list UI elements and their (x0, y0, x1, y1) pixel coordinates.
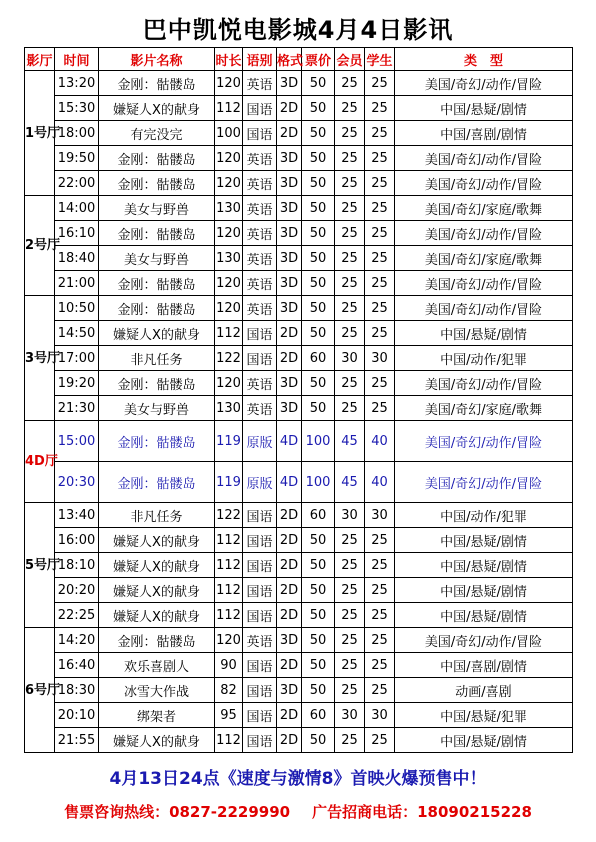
price-cell: 50 (302, 653, 335, 678)
student-price-cell: 25 (365, 296, 395, 321)
student-price-cell: 25 (365, 271, 395, 296)
showtime-cell: 18:40 (55, 246, 99, 271)
format-cell: 2D (277, 96, 302, 121)
format-cell: 3D (277, 396, 302, 421)
student-price-cell: 25 (365, 121, 395, 146)
student-price-cell: 25 (365, 196, 395, 221)
genre-cell: 中国/动作/犯罪 (395, 346, 573, 371)
genre-cell: 中国/悬疑/剧情 (395, 528, 573, 553)
member-price-cell: 30 (335, 503, 365, 528)
movie-title-cell: 金刚：骷髅岛 (99, 221, 215, 246)
movie-title-cell: 金刚：骷髅岛 (99, 71, 215, 96)
language-cell: 国语 (243, 346, 277, 371)
table-row (25, 71, 573, 96)
language-cell: 原版 (243, 421, 277, 462)
showtime-cell: 18:00 (55, 121, 99, 146)
duration-cell: 112 (215, 96, 243, 121)
language-cell: 英语 (243, 71, 277, 96)
movie-title-cell: 金刚：骷髅岛 (99, 271, 215, 296)
table-row (25, 603, 573, 628)
price-cell: 50 (302, 396, 335, 421)
table-row (25, 728, 573, 753)
language-cell: 英语 (243, 628, 277, 653)
student-price-cell: 25 (365, 146, 395, 171)
footer-contacts (0, 801, 596, 822)
column-header: 时间 (55, 48, 99, 71)
table-row (25, 221, 573, 246)
student-price-cell: 40 (365, 421, 395, 462)
showtime-cell: 22:25 (55, 603, 99, 628)
showtime-cell: 16:00 (55, 528, 99, 553)
format-cell: 2D (277, 503, 302, 528)
student-price-cell: 25 (365, 628, 395, 653)
language-cell: 国语 (243, 578, 277, 603)
language-cell: 英语 (243, 296, 277, 321)
format-cell: 2D (277, 603, 302, 628)
column-header: 会员 (335, 48, 365, 71)
language-cell: 国语 (243, 603, 277, 628)
price-cell: 100 (302, 462, 335, 503)
duration-cell: 120 (215, 146, 243, 171)
student-price-cell: 30 (365, 346, 395, 371)
student-price-cell: 25 (365, 528, 395, 553)
format-cell: 3D (277, 678, 302, 703)
movie-title-cell: 美女与野兽 (99, 196, 215, 221)
language-cell: 英语 (243, 146, 277, 171)
price-cell: 50 (302, 578, 335, 603)
price-cell: 50 (302, 603, 335, 628)
genre-cell: 美国/奇幻/动作/冒险 (395, 296, 573, 321)
format-cell: 2D (277, 578, 302, 603)
showtime-cell: 14:00 (55, 196, 99, 221)
genre-cell: 中国/悬疑/剧情 (395, 603, 573, 628)
movie-title-cell: 嫌疑人X的献身 (99, 728, 215, 753)
genre-cell: 美国/奇幻/动作/冒险 (395, 171, 573, 196)
duration-cell: 112 (215, 528, 243, 553)
showtime-cell: 18:10 (55, 553, 99, 578)
movie-title-cell: 嫌疑人X的献身 (99, 603, 215, 628)
language-cell: 国语 (243, 653, 277, 678)
table-row (25, 121, 573, 146)
page-title: 巴中凯悦电影城4月4日影讯 (142, 16, 454, 44)
hall-label: 1号厅 (25, 71, 55, 196)
price-cell: 50 (302, 221, 335, 246)
showtime-cell: 20:10 (55, 703, 99, 728)
movie-title-cell: 金刚：骷髅岛 (99, 296, 215, 321)
table-row (25, 703, 573, 728)
movie-title-cell: 冰雪大作战 (99, 678, 215, 703)
student-price-cell: 25 (365, 578, 395, 603)
duration-cell: 112 (215, 603, 243, 628)
price-cell: 50 (302, 528, 335, 553)
duration-cell: 95 (215, 703, 243, 728)
showtime-cell: 21:30 (55, 396, 99, 421)
price-cell: 50 (302, 121, 335, 146)
member-price-cell: 25 (335, 71, 365, 96)
language-cell: 国语 (243, 503, 277, 528)
ad-hotline: 广告招商电话：18090215228 (312, 803, 532, 821)
format-cell: 2D (277, 703, 302, 728)
language-cell: 国语 (243, 553, 277, 578)
language-cell: 国语 (243, 703, 277, 728)
movie-title-cell: 嫌疑人X的献身 (99, 578, 215, 603)
table-row (25, 96, 573, 121)
genre-cell: 美国/奇幻/动作/冒险 (395, 71, 573, 96)
duration-cell: 130 (215, 246, 243, 271)
table-row (25, 196, 573, 221)
price-cell: 50 (302, 71, 335, 96)
format-cell: 2D (277, 321, 302, 346)
price-cell: 50 (302, 321, 335, 346)
duration-cell: 130 (215, 196, 243, 221)
price-cell: 50 (302, 371, 335, 396)
student-price-cell: 25 (365, 221, 395, 246)
hall-label: 3号厅 (25, 296, 55, 421)
column-header: 影厅 (25, 48, 55, 71)
price-cell: 50 (302, 296, 335, 321)
movie-title-cell: 嫌疑人X的献身 (99, 321, 215, 346)
showtime-cell: 16:10 (55, 221, 99, 246)
showtime-cell: 13:40 (55, 503, 99, 528)
member-price-cell: 25 (335, 146, 365, 171)
language-cell: 国语 (243, 728, 277, 753)
genre-cell: 美国/奇幻/家庭/歌舞 (395, 246, 573, 271)
student-price-cell: 40 (365, 462, 395, 503)
movie-title-cell: 美女与野兽 (99, 396, 215, 421)
genre-cell: 中国/悬疑/剧情 (395, 553, 573, 578)
student-price-cell: 25 (365, 678, 395, 703)
language-cell: 国语 (243, 528, 277, 553)
showtime-cell: 16:40 (55, 653, 99, 678)
format-cell: 3D (277, 221, 302, 246)
student-price-cell: 25 (365, 728, 395, 753)
price-cell: 50 (302, 96, 335, 121)
language-cell: 英语 (243, 271, 277, 296)
table-row (25, 271, 573, 296)
student-price-cell: 25 (365, 246, 395, 271)
table-row (25, 171, 573, 196)
language-cell: 英语 (243, 221, 277, 246)
column-header: 语别 (243, 48, 277, 71)
genre-cell: 中国/喜剧/剧情 (395, 121, 573, 146)
format-cell: 2D (277, 528, 302, 553)
column-header: 时长 (215, 48, 243, 71)
table-row (25, 371, 573, 396)
student-price-cell: 25 (365, 653, 395, 678)
format-cell: 3D (277, 246, 302, 271)
duration-cell: 120 (215, 628, 243, 653)
student-price-cell: 30 (365, 703, 395, 728)
genre-cell: 美国/奇幻/动作/冒险 (395, 628, 573, 653)
movie-title-cell: 嫌疑人X的献身 (99, 96, 215, 121)
student-price-cell: 25 (365, 553, 395, 578)
duration-cell: 119 (215, 421, 243, 462)
member-price-cell: 25 (335, 271, 365, 296)
student-price-cell: 25 (365, 603, 395, 628)
table-row (25, 628, 573, 653)
price-cell: 50 (302, 553, 335, 578)
movie-title-cell: 绑架者 (99, 703, 215, 728)
member-price-cell: 25 (335, 528, 365, 553)
language-cell: 原版 (243, 462, 277, 503)
schedule-table (24, 47, 573, 753)
movie-title-cell: 非凡任务 (99, 503, 215, 528)
movie-title-cell: 金刚：骷髅岛 (99, 462, 215, 503)
duration-cell: 120 (215, 271, 243, 296)
table-row (25, 503, 573, 528)
ticket-hotline: 售票咨询热线：0827-2229990 (64, 803, 291, 821)
format-cell: 3D (277, 628, 302, 653)
showtime-cell: 13:20 (55, 71, 99, 96)
duration-cell: 112 (215, 553, 243, 578)
hall-label: 5号厅 (25, 503, 55, 628)
genre-cell: 美国/奇幻/动作/冒险 (395, 271, 573, 296)
table-row (25, 462, 573, 503)
duration-cell: 130 (215, 396, 243, 421)
member-price-cell: 30 (335, 346, 365, 371)
movie-title-cell: 欢乐喜剧人 (99, 653, 215, 678)
price-cell: 50 (302, 271, 335, 296)
table-row (25, 678, 573, 703)
genre-cell: 中国/喜剧/剧情 (395, 653, 573, 678)
table-row (25, 421, 573, 462)
price-cell: 50 (302, 196, 335, 221)
format-cell: 2D (277, 653, 302, 678)
column-header: 票价 (302, 48, 335, 71)
language-cell: 国语 (243, 121, 277, 146)
column-header: 格式 (277, 48, 302, 71)
movie-title-cell: 金刚：骷髅岛 (99, 371, 215, 396)
duration-cell: 122 (215, 503, 243, 528)
member-price-cell: 25 (335, 221, 365, 246)
member-price-cell: 25 (335, 653, 365, 678)
format-cell: 3D (277, 271, 302, 296)
schedule-body (25, 71, 573, 753)
table-row (25, 246, 573, 271)
member-price-cell: 25 (335, 321, 365, 346)
format-cell: 4D (277, 462, 302, 503)
genre-cell: 动画/喜剧 (395, 678, 573, 703)
price-cell: 50 (302, 246, 335, 271)
hall-label: 4D厅 (25, 421, 55, 503)
language-cell: 英语 (243, 371, 277, 396)
genre-cell: 美国/奇幻/动作/冒险 (395, 146, 573, 171)
header-row (25, 48, 573, 71)
member-price-cell: 25 (335, 603, 365, 628)
movie-title-cell: 嫌疑人X的献身 (99, 553, 215, 578)
genre-cell: 中国/悬疑/剧情 (395, 728, 573, 753)
format-cell: 3D (277, 71, 302, 96)
genre-cell: 美国/奇幻/动作/冒险 (395, 462, 573, 503)
column-header: 影片名称 (99, 48, 215, 71)
member-price-cell: 25 (335, 96, 365, 121)
price-cell: 50 (302, 628, 335, 653)
table-row (25, 321, 573, 346)
table-row (25, 346, 573, 371)
member-price-cell: 25 (335, 553, 365, 578)
format-cell: 2D (277, 346, 302, 371)
genre-cell: 中国/悬疑/剧情 (395, 321, 573, 346)
price-cell: 50 (302, 146, 335, 171)
format-cell: 3D (277, 171, 302, 196)
language-cell: 国语 (243, 321, 277, 346)
member-price-cell: 25 (335, 628, 365, 653)
table-row (25, 653, 573, 678)
hall-label: 2号厅 (25, 196, 55, 296)
duration-cell: 122 (215, 346, 243, 371)
table-row (25, 578, 573, 603)
student-price-cell: 25 (365, 396, 395, 421)
genre-cell: 中国/悬疑/犯罪 (395, 703, 573, 728)
student-price-cell: 25 (365, 171, 395, 196)
format-cell: 3D (277, 196, 302, 221)
member-price-cell: 25 (335, 371, 365, 396)
showtime-cell: 22:00 (55, 171, 99, 196)
member-price-cell: 25 (335, 296, 365, 321)
genre-cell: 中国/悬疑/剧情 (395, 578, 573, 603)
member-price-cell: 25 (335, 396, 365, 421)
showtime-cell: 14:50 (55, 321, 99, 346)
format-cell: 4D (277, 421, 302, 462)
price-cell: 60 (302, 503, 335, 528)
student-price-cell: 25 (365, 71, 395, 96)
language-cell: 英语 (243, 196, 277, 221)
showtime-cell: 14:20 (55, 628, 99, 653)
member-price-cell: 25 (335, 196, 365, 221)
format-cell: 3D (277, 371, 302, 396)
table-row (25, 396, 573, 421)
duration-cell: 100 (215, 121, 243, 146)
duration-cell: 112 (215, 578, 243, 603)
movie-title-cell: 美女与野兽 (99, 246, 215, 271)
duration-cell: 120 (215, 71, 243, 96)
duration-cell: 120 (215, 371, 243, 396)
showtime-cell: 10:50 (55, 296, 99, 321)
price-cell: 100 (302, 421, 335, 462)
duration-cell: 112 (215, 321, 243, 346)
genre-cell: 美国/奇幻/动作/冒险 (395, 421, 573, 462)
price-cell: 60 (302, 703, 335, 728)
duration-cell: 120 (215, 221, 243, 246)
member-price-cell: 45 (335, 421, 365, 462)
member-price-cell: 25 (335, 171, 365, 196)
genre-cell: 中国/悬疑/剧情 (395, 96, 573, 121)
genre-cell: 美国/奇幻/动作/冒险 (395, 371, 573, 396)
showtime-cell: 21:00 (55, 271, 99, 296)
duration-cell: 119 (215, 462, 243, 503)
language-cell: 英语 (243, 171, 277, 196)
member-price-cell: 30 (335, 703, 365, 728)
showtime-cell: 15:30 (55, 96, 99, 121)
column-header: 学生 (365, 48, 395, 71)
movie-title-cell: 有完没完 (99, 121, 215, 146)
table-row (25, 146, 573, 171)
movie-title-cell: 非凡任务 (99, 346, 215, 371)
duration-cell: 120 (215, 171, 243, 196)
duration-cell: 112 (215, 728, 243, 753)
genre-cell: 中国/动作/犯罪 (395, 503, 573, 528)
member-price-cell: 25 (335, 578, 365, 603)
student-price-cell: 30 (365, 503, 395, 528)
price-cell: 60 (302, 346, 335, 371)
format-cell: 2D (277, 121, 302, 146)
movie-title-cell: 金刚：骷髅岛 (99, 421, 215, 462)
showtime-cell: 15:00 (55, 421, 99, 462)
duration-cell: 120 (215, 296, 243, 321)
language-cell: 英语 (243, 396, 277, 421)
movie-title-cell: 金刚：骷髅岛 (99, 171, 215, 196)
showtime-cell: 19:20 (55, 371, 99, 396)
member-price-cell: 25 (335, 121, 365, 146)
member-price-cell: 25 (335, 728, 365, 753)
showtime-cell: 20:20 (55, 578, 99, 603)
promo-banner: 4月13日24点《速度与激情8》首映火爆预售中！ (109, 769, 487, 789)
showtime-cell: 18:30 (55, 678, 99, 703)
duration-cell: 82 (215, 678, 243, 703)
movie-title-cell: 嫌疑人X的献身 (99, 528, 215, 553)
format-cell: 3D (277, 146, 302, 171)
format-cell: 2D (277, 553, 302, 578)
showtime-cell: 20:30 (55, 462, 99, 503)
showtime-cell: 21:55 (55, 728, 99, 753)
price-cell: 50 (302, 171, 335, 196)
genre-cell: 美国/奇幻/家庭/歌舞 (395, 196, 573, 221)
student-price-cell: 25 (365, 96, 395, 121)
genre-cell: 美国/奇幻/家庭/歌舞 (395, 396, 573, 421)
showtime-cell: 17:00 (55, 346, 99, 371)
movie-title-cell: 金刚：骷髅岛 (99, 146, 215, 171)
table-row (25, 528, 573, 553)
format-cell: 2D (277, 728, 302, 753)
price-cell: 50 (302, 678, 335, 703)
table-row (25, 296, 573, 321)
table-row (25, 553, 573, 578)
student-price-cell: 25 (365, 321, 395, 346)
hall-label: 6号厅 (25, 628, 55, 753)
member-price-cell: 25 (335, 246, 365, 271)
format-cell: 3D (277, 296, 302, 321)
student-price-cell: 25 (365, 371, 395, 396)
genre-cell: 美国/奇幻/动作/冒险 (395, 221, 573, 246)
column-header: 类 型 (395, 48, 573, 71)
member-price-cell: 25 (335, 678, 365, 703)
movie-title-cell: 金刚：骷髅岛 (99, 628, 215, 653)
language-cell: 英语 (243, 246, 277, 271)
member-price-cell: 45 (335, 462, 365, 503)
language-cell: 国语 (243, 678, 277, 703)
price-cell: 50 (302, 728, 335, 753)
language-cell: 国语 (243, 96, 277, 121)
showtime-cell: 19:50 (55, 146, 99, 171)
duration-cell: 90 (215, 653, 243, 678)
